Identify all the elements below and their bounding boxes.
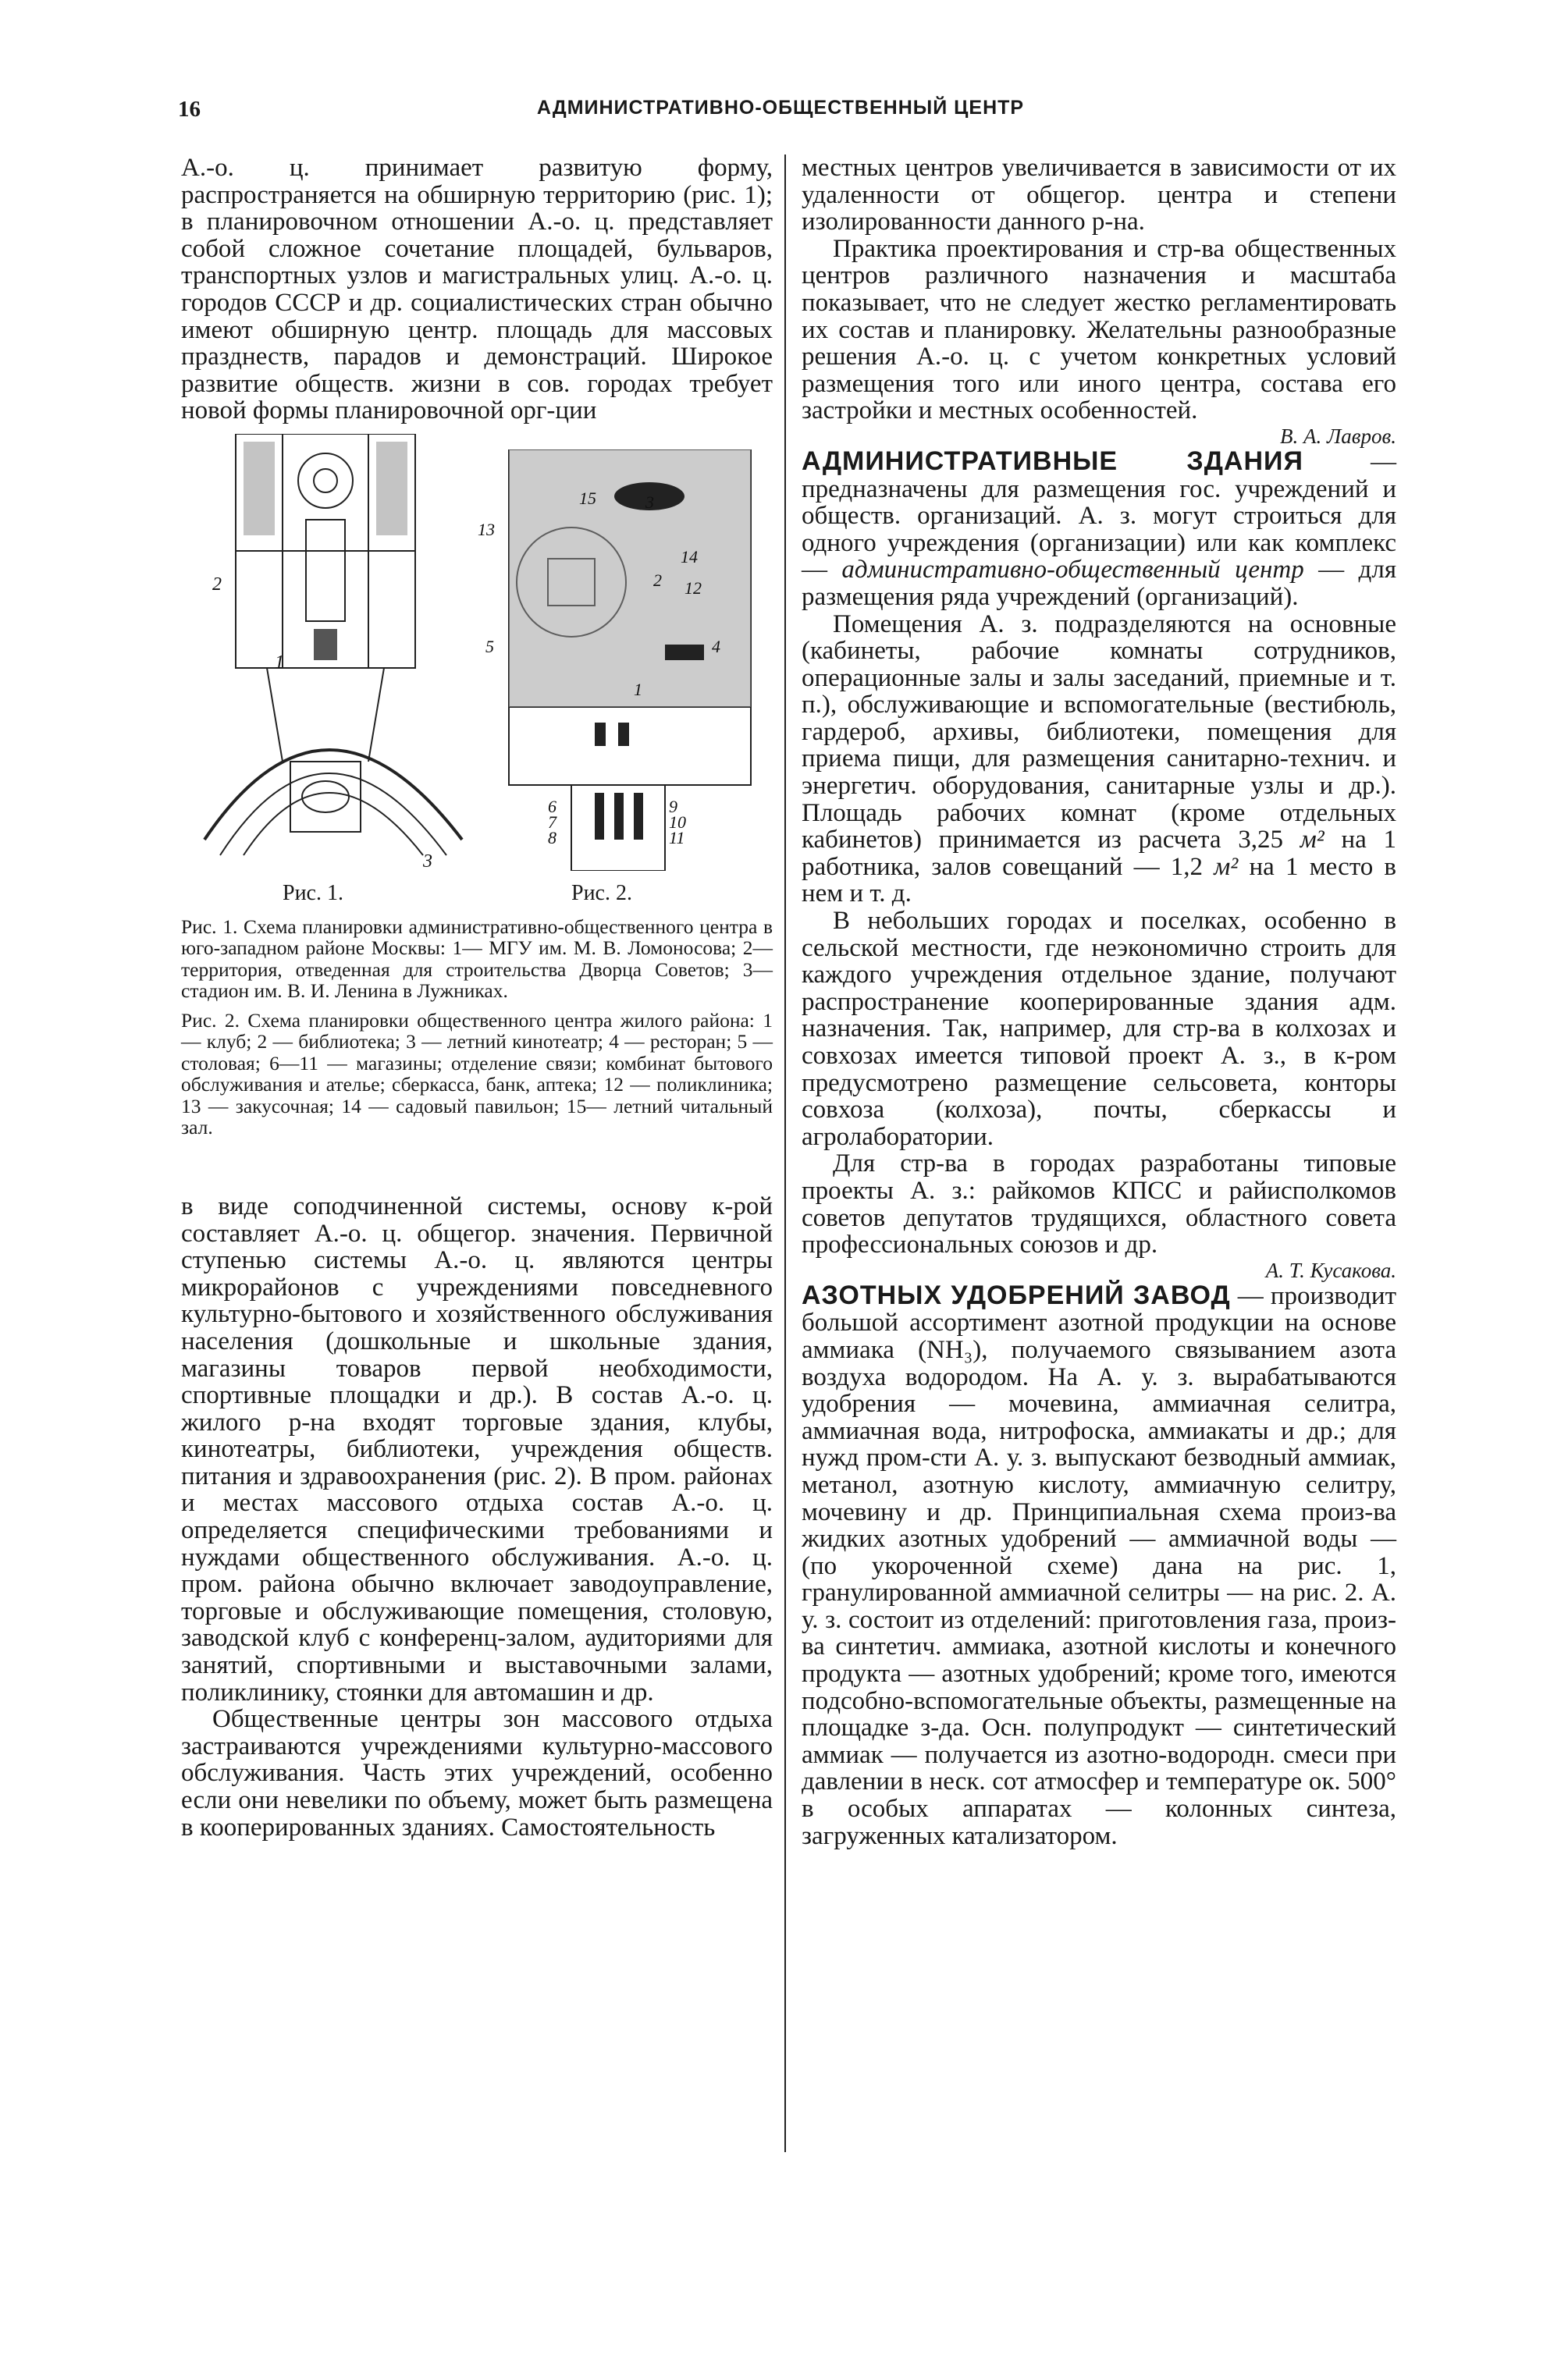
fig1-num: 3 xyxy=(423,851,432,871)
spacer xyxy=(181,1146,773,1193)
fig2-num: 9 xyxy=(669,796,677,816)
fig1-hatch xyxy=(244,442,275,535)
fig1-num: 1 xyxy=(275,652,284,673)
fig1-axis-block xyxy=(306,520,345,621)
right-paragraph-4: В небольших городах и поселках, особенно в сельской местности, где неэкономично строить для каждого учреждения отдельное здание, получают распространение кооперированные здания адм. назначения. Так, например, для стр-ва в колхозах и совхозах имеется типовой проект А. з., в к-ром предусмотрено размещение сельсовета, конторы совхоза (колхоза), почты, сберкассы и агролаборатории. xyxy=(802,907,1396,1151)
text-fragment: на 1 работника, залов совещаний — 1,2 xyxy=(802,826,1397,881)
figure-1-plan xyxy=(197,434,470,871)
fig2-num: 11 xyxy=(669,827,685,847)
entry-italic-term: административно-общественный центр xyxy=(841,556,1304,584)
text-fragment: Помещения А. з. подразделяются на основные (кабинеты, рабочие комнаты сотрудников, операционные залы и залы заседаний, приемные и т. п.), обслуживающие и вспомогательные (вестибюль, гардероб, архивы, библиотеки, помещения для приема пищи, для размещения санитарно-технич. и энергетич. оборудования, санитарные узлы и др.). Площадь рабочих комнат (кроме отдельных кабинетов) принимается из расчета 3,25 xyxy=(802,609,1396,854)
fig2-num: 13 xyxy=(478,519,495,539)
fig2-num: 8 xyxy=(548,827,556,847)
right-paragraph-2: Практика проектирования и стр-ва общественных центров различного назначения и масштаба показывает, что не следует жестко регламентировать их состав и планировку. Желательны разнообразные решения А.-о. ц. с учетом конкретных условий размещения того или иного центра, состава его застройки и местных особенностей. xyxy=(802,234,1396,425)
fig2-num: 7 xyxy=(548,812,556,832)
figure-2-label: Рис. 2. xyxy=(571,880,632,905)
entry-nitrogen-fertilizer-plant xyxy=(802,1282,1396,1849)
figure-1-caption: Рис. 1. Схема планировки административно-общественного центра в юго-западном районе Москвы: 1— МГУ им. М. В. Ломоносова; 2— территория, отведенная для строительства Дворца Советов; 3— стадион им. В. И. Ленина в Лужниках. xyxy=(181,915,773,1003)
entry-text: — производит большой ассортимент азотной продукции на основе аммиака (NH₃), получаемого связыванием азота воздуха водородом. На А. у. з. вырабатываются удобрения — мочевина, аммиачная селитра, аммиачная вода, нитрофоска, аммиакаты и др.; для нужд пром-сти А. у. з. выпускают безводный аммиак, метанол, азотную кислоту, аммиачную селитру, мочевину и др. Принципиальная схема произ-ва жидких азотных удобрений — аммиачной воды — (по укороченной схеме) дана на рис. 1, гранулированной аммиачной селитры — на рис. 2. А. у. з. состоит из отделений: приготовления газа, произ-ва синтетич. аммиака, азотной кислоты и конечного продукта — азотных удобрений; кроме того, имеются подсобно-вспомогательные объекты, размещенные на площадке з-да. Осн. полупродукт — синтетический аммиак — получается из азотно-водородн. смеси при давлении в неск. сот атмосфер и температуре ок. 500° в особых аппаратах — колонных синтеза, загруженных катализатором. xyxy=(802,1281,1396,1850)
fig2-num: 2 xyxy=(653,570,662,590)
fig2-num: 15 xyxy=(579,488,596,508)
page-number: 16 xyxy=(178,97,201,122)
fig2-kiosk xyxy=(618,723,629,746)
fig1-circle-inner xyxy=(314,469,337,492)
fig1-avenue xyxy=(368,668,384,762)
fig2-num: 3 xyxy=(645,492,654,512)
author-signature-2: А. Т. Кусакова. xyxy=(1265,1258,1396,1282)
right-paragraph-1: местных центров увеличивается в зависимости от их удаленности от общегор. центра и степени изолированности данного р-на. xyxy=(802,154,1396,236)
left-paragraph-1: А.-о. ц. принимает развитую форму, распространяется на обширную территорию (рис. 1); в планировочном отношении А.-о. ц. представляет собой сложное сочетание площадей, бульваров, транспортных узлов и магистральных улиц. А.-о. ц. городов СССР и др. социалистических стран обычно имеют обширную центр. площадь для массовых празднеств, парадов и демонстраций. Широкое развитие обществ. жизни в сов. городах требует новой формы планировочной орг-ции xyxy=(181,154,773,425)
page-header xyxy=(0,97,1561,128)
fig2-shop xyxy=(634,793,643,840)
figure-1-label: Рис. 1. xyxy=(283,880,343,905)
entry-title-nitrogen-plant: АЗОТНЫХ УДОБРЕНИЙ ЗАВОД xyxy=(802,1280,1231,1310)
figure-2-plan xyxy=(478,449,759,871)
fig2-num: 6 xyxy=(548,796,556,816)
fig1-num: 2 xyxy=(212,574,222,595)
fig2-shop xyxy=(595,793,604,840)
fig1-arc-inner xyxy=(244,793,423,855)
figures-block xyxy=(181,434,773,910)
fig2-num: 14 xyxy=(681,546,698,567)
fig2-num: 10 xyxy=(669,812,686,832)
unit-m2: м² xyxy=(1214,852,1239,881)
right-column xyxy=(802,155,1396,1849)
entry-text: — предназначены для размещения гос. учреждений и обществ. организаций. А. з. могут строиться для одного учреждения (организации) или как комплекс — xyxy=(802,447,1397,584)
fig2-num: 5 xyxy=(485,636,494,656)
fig2-num: 12 xyxy=(684,577,702,598)
fig2-num: 1 xyxy=(634,679,642,699)
unit-m2: м² xyxy=(1300,826,1325,854)
fig1-avenue xyxy=(267,668,283,762)
fig2-shop xyxy=(614,793,624,840)
left-paragraph-2: в виде соподчиненной системы, основу к-рой составляет А.-о. ц. общегор. значения. Первичной ступенью системы А.-о. ц. являются центры микрорайонов с учреждениями повседневного культурно-бытового и хозяйственного обслуживания населения (дошкольные и школьные здания, магазины товаров первой необходимости, спортивные площадки и др.). В состав А.-о. ц. жилого р-на входят торговые здания, клубы, кинотеатры, библиотеки, учреждения обществ. питания и здравоохранения (рис. 2). В пром. районах и местах массового отдыха состав А.-о. ц. определяется специфическими требованиями и нуждами общественного обслуживания. А.-о. ц. пром. района обычно включает заводоуправление, торговые и обслуживающие помещения, столовую, заводской клуб с конференц-залом, аудиториями для занятий, спортивными и выставочными залами, поликлинику, стоянки для автомашин и др. xyxy=(181,1192,773,1707)
column-divider xyxy=(784,155,786,2152)
left-paragraph-3: Общественные центры зон массового отдыха застраиваются учреждениями культурно-массового обслуживания. Часть этих учреждений, особенно если они невелики по объему, может быть размещена в кооперированных зданиях. Самостоятельность xyxy=(181,1705,773,1842)
fig1-circle-plaza xyxy=(298,453,353,508)
author-signature-1: В. А. Лавров. xyxy=(1280,424,1396,448)
fig2-lower-block xyxy=(509,707,751,785)
entry-administrative-buildings xyxy=(802,448,1396,611)
right-paragraph-5: Для стр-ва в городах разработаны типовые проекты А. з.: райкомов КПСС и райисполкомов советов депутатов трудящихся, областного совета профессиональных союзов и др. xyxy=(802,1149,1396,1259)
right-paragraph-3 xyxy=(802,611,1396,908)
fig1-hatch xyxy=(376,442,407,535)
entry-title-admin-buildings: АДМИНИСТРАТИВНЫЕ ЗДАНИЯ xyxy=(802,446,1303,476)
left-column xyxy=(181,155,773,1841)
running-title: АДМИНИСТРАТИВНО-ОБЩЕСТВЕННЫЙ ЦЕНТР xyxy=(536,97,1025,119)
text-fragment: на 1 место в нем и т. д. xyxy=(802,852,1397,908)
fig1-building xyxy=(314,629,337,660)
fig2-restaurant xyxy=(665,645,704,660)
figure-2-caption: Рис. 2. Схема планировки общественного центра жилого района: 1 — клуб; 2 — библиотека; 3 — летний кинотеатр; 4 — ресторан; 5 — столовая; 6—11 — магазины; отделение связи; комбинат бытового обслуживания и ателье; сберкасса, банк, аптека; 12 — поликлиника; 13 — закусочная; 14 — садовый павильон; 15— летний читальный зал. xyxy=(181,1008,773,1139)
fig2-num: 4 xyxy=(712,636,720,656)
fig2-kiosk xyxy=(595,723,606,746)
entry-text: — для размещения ряда учреждений (организаций). xyxy=(802,556,1396,611)
